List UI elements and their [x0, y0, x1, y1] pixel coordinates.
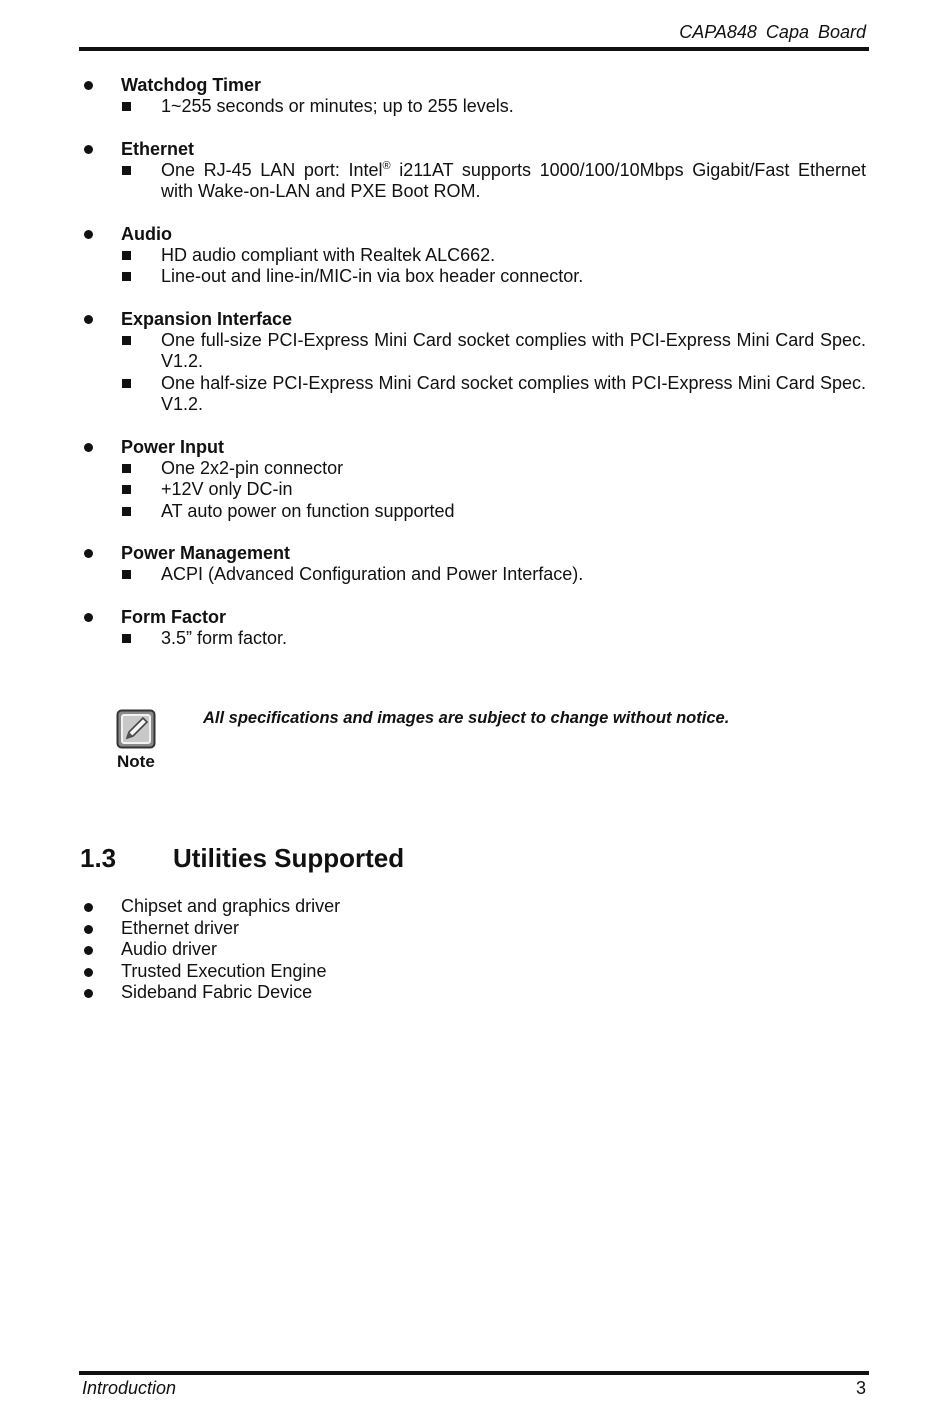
bullet-dot-icon [84, 613, 93, 622]
bullet-dot-icon [84, 145, 93, 154]
sub-list [80, 564, 866, 586]
list-item: AT auto power on function supported [80, 501, 866, 523]
registered-mark: ® [382, 159, 391, 172]
section-number: 1.3 [80, 843, 117, 873]
sub-list [80, 160, 866, 203]
bullet-dot-icon [84, 946, 93, 955]
spec-item-ethernet [80, 138, 866, 203]
footer-divider [79, 1371, 869, 1375]
square-bullet-icon [122, 379, 131, 388]
spec-item-audio [80, 223, 866, 288]
list-item: Line-out and line-in/MIC-in via box header connector. [80, 266, 866, 288]
spec-item-power-management [80, 542, 866, 586]
spec-title: Form Factor [121, 606, 227, 627]
bullet-dot-icon [84, 443, 93, 452]
spec-title: Power Input [121, 436, 224, 457]
square-bullet-icon [122, 272, 131, 281]
list-item: Audio driver [80, 939, 340, 961]
list-item: +12V only DC-in [80, 479, 866, 501]
square-bullet-icon [122, 251, 131, 260]
list-item: Sideband Fabric Device [80, 982, 340, 1004]
sub-list [80, 458, 866, 523]
bullet-dot-icon [84, 549, 93, 558]
pencil-note-icon [116, 709, 156, 749]
spec-item-power-input [80, 436, 866, 523]
header-divider [79, 47, 869, 51]
bullet-dot-icon [84, 989, 93, 998]
bullet-dot-icon [84, 925, 93, 934]
list-item: One full-size PCI-Express Mini Card socket complies with PCI-Express Mini Card Spec. V1.2. [80, 330, 866, 373]
note-text: All specifications and images are subject to change without notice. [203, 709, 730, 727]
bullet-dot-icon [84, 903, 93, 912]
square-bullet-icon [122, 634, 131, 643]
section-heading [80, 843, 404, 874]
sub-list [80, 628, 866, 650]
spec-title: Watchdog Timer [121, 75, 262, 95]
spec-title: Expansion Interface [121, 308, 293, 329]
section-title: Utilities Supported [173, 843, 405, 873]
square-bullet-icon [122, 102, 131, 111]
spec-item-expansion [80, 308, 866, 416]
bullet-dot-icon [84, 968, 93, 977]
square-bullet-icon [122, 485, 131, 494]
sub-list [80, 96, 866, 118]
utilities-list [80, 896, 340, 1004]
spec-list [80, 74, 866, 669]
page-number: 3 [855, 1378, 866, 1398]
spec-title: Power Management [121, 543, 291, 563]
note-label: Note [117, 752, 155, 771]
square-bullet-icon [122, 336, 131, 345]
list-item: Trusted Execution Engine [80, 961, 340, 983]
square-bullet-icon [122, 507, 131, 516]
chapter-name: Introduction [82, 1378, 177, 1398]
bullet-dot-icon [84, 315, 93, 324]
square-bullet-icon [122, 570, 131, 579]
list-item: Chipset and graphics driver [80, 896, 340, 918]
spec-title: Audio [121, 223, 172, 244]
list-item: One 2x2-pin connector [80, 458, 866, 480]
sub-list [80, 330, 866, 416]
spec-item-watchdog [80, 74, 866, 118]
list-item: ACPI (Advanced Configuration and Power Interface). [80, 564, 866, 586]
list-item: One half-size PCI-Express Mini Card socket complies with PCI-Express Mini Card Spec. V1.2. [80, 373, 866, 416]
bullet-dot-icon [84, 230, 93, 239]
sub-list [80, 245, 866, 288]
square-bullet-icon [122, 464, 131, 473]
spec-item-form-factor [80, 606, 866, 650]
list-item: 3.5” form factor. [80, 628, 866, 650]
list-item: 1~255 seconds or minutes; up to 255 levels. [80, 96, 866, 118]
list-item: One RJ-45 LAN port: Intel® i211AT supports 1000/100/10Mbps Gigabit/Fast Ethernet with Wake-on-LAN and PXE Boot ROM. [80, 160, 866, 203]
spec-title: Ethernet [121, 138, 195, 159]
square-bullet-icon [122, 166, 131, 175]
list-item: HD audio compliant with Realtek ALC662. [80, 245, 866, 267]
bullet-dot-icon [84, 81, 93, 90]
list-item: Ethernet driver [80, 918, 340, 940]
document-title: CAPA848 Capa Board [679, 22, 866, 42]
